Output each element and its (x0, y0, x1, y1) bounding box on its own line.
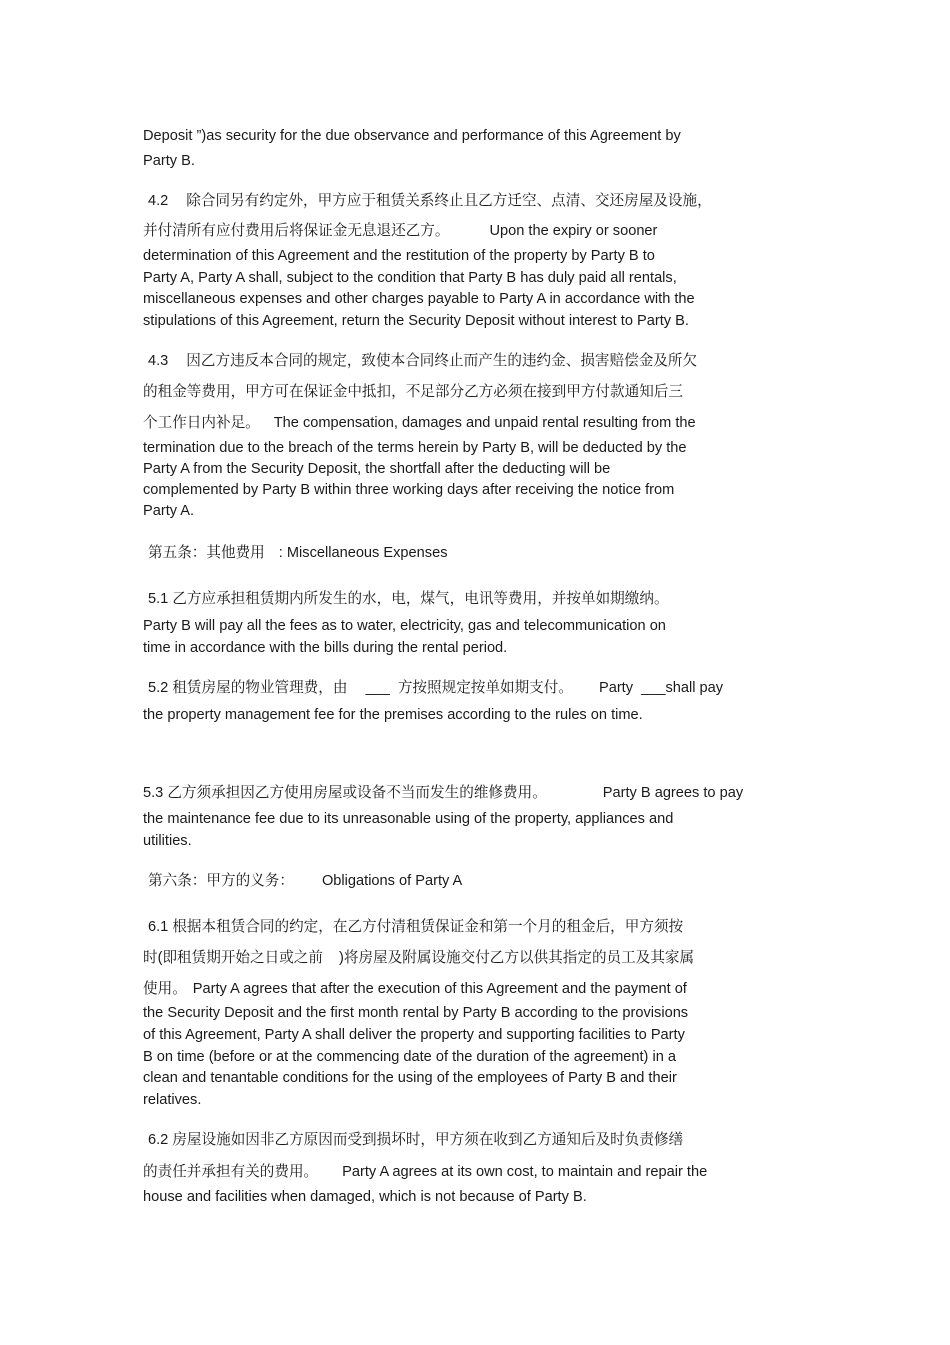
text-line: the property management fee for the premises according to the rules on time. (143, 707, 643, 723)
clause-text-en: Party A agrees at its own cost, to maintain and repair the (342, 1164, 708, 1180)
text-line: the Security Deposit and the first month rental by Party B according to the provisions (143, 1005, 689, 1021)
clause-text-zh: 6.2 房屋设施如因非乙方原因而受到损坏时，甲方须在收到乙方通知后及时负责修缮 (148, 1132, 684, 1148)
clause-text-en-block (143, 246, 803, 332)
clause-line (143, 947, 803, 978)
clause-text-en-block (143, 808, 803, 852)
clause-text-en-block (143, 615, 793, 659)
text-line: Party A from the Security Deposit, the shortfall after the deducting will be (143, 461, 611, 477)
clause-6-1 (143, 916, 803, 1112)
clause-number: 4.3 (148, 353, 169, 369)
blank-field: ___s (641, 680, 673, 696)
clause-text-en-block (143, 438, 803, 522)
clause-text-zh: 时(即租赁期开始之日或之前 (143, 950, 323, 966)
paragraph-deposit (143, 124, 793, 174)
clause-text-zh: 使用。 (143, 981, 187, 997)
clause-text-en: The compensation, damages and unpaid rental resulting from the (273, 415, 696, 431)
text-line: stipulations of this Agreement, return the Security Deposit without interest to Party B. (143, 312, 689, 329)
clause-text-zh: 的责任并承担有关的费用。 (143, 1164, 319, 1180)
clause-line (143, 978, 803, 1003)
text-line: of this Agreement, Party A shall deliver the property and supporting facilities to Party (143, 1026, 685, 1043)
clause-text-zh: 因乙方违反本合同的规定，致使本合同终止而产生的违约金、损害赔偿金及所欠 (186, 353, 698, 369)
text-line: B on time (before or at the commencing date of the duration of the agreement) in a (143, 1048, 676, 1065)
heading-zh: 第五条：其他费用 (148, 545, 265, 561)
text-line: house and facilities when damaged, which is not because of Party B. (143, 1189, 587, 1205)
clause-text-zh: 方按照规定按单如期支付。 (397, 680, 573, 696)
clause-5-2 (143, 678, 803, 726)
text-line: determination of this Agreement and the restitution of the property by Party B to (143, 248, 655, 264)
text-line: the maintenance fee due to its unreasonable using of the property, appliances and (143, 811, 674, 827)
text-line: miscellaneous expenses and other charges payable to Party A in accordance with the (143, 291, 695, 307)
clause-line (143, 782, 803, 808)
heading-en: : Miscellaneous Expenses (278, 545, 448, 561)
clause-text-zh: 5.1 乙方应承担租赁期内所发生的水，电，煤气，电讯等费用，并按单如期缴纳。 (148, 591, 669, 607)
text-line: complemented by Party B within three working days after receiving the notice from (143, 482, 675, 498)
clause-text-zh: 5.2 租赁房屋的物业管理费，由 (148, 680, 348, 696)
clause-text-zh: )将房屋及附属设施交付乙方以供其指定的员工及其家属 (339, 950, 695, 966)
clause-text-en: Party A agrees that after the execution of this Agreement and the payment of (192, 981, 687, 997)
heading-line (148, 543, 798, 563)
clause-number: 4.2 (148, 193, 169, 209)
clause-text-en: Party B agrees to pay (602, 785, 744, 801)
blank-field: ___ (365, 680, 390, 696)
clause-text-en: Party (598, 680, 638, 696)
article-5-heading (148, 543, 798, 563)
text-line: Party B will pay all the fees as to water, electricity, gas and telecommunication on (143, 618, 666, 634)
clause-text-zh: 除合同另有约定外，甲方应于租赁关系终止且乙方迁空、点清、交还房屋及设施， (186, 193, 712, 209)
clause-6-2 (143, 1129, 803, 1208)
clause-text-en: Upon the expiry or sooner (489, 223, 658, 239)
clause-line (143, 220, 803, 246)
clause-text-zh: 6.1 根据本租赁合同的约定，在乙方付清租赁保证金和第一个月的租金后，甲方须按 (148, 919, 684, 935)
clause-text-zh: 5.3 乙方须承担因乙方使用房屋或设备不当而发生的维修费用。 (143, 785, 547, 801)
clause-5-3 (143, 782, 803, 852)
text-line: Party A, Party A shall, subject to the condition that Party B has duly paid all rentals, (143, 269, 677, 286)
clause-text-zh: 个工作日内补足。 (143, 415, 260, 431)
text-line: Party A. (143, 503, 195, 519)
clause-5-1 (143, 589, 793, 659)
text-line: time in accordance with the bills during the rental period. (143, 640, 508, 656)
clause-line (143, 1161, 803, 1186)
clause-4-3 (143, 350, 803, 522)
text-line: utilities. (143, 833, 192, 849)
text-line: relatives. (143, 1092, 202, 1109)
text-line: termination due to the breach of the terms herein by Party B, will be deducted by the (143, 440, 687, 456)
clause-text-en: hall pay (672, 680, 724, 696)
clause-line (143, 412, 803, 438)
article-6-heading (148, 871, 798, 891)
clause-line (148, 190, 808, 220)
heading-zh: 第六条：甲方的义务： (148, 873, 294, 889)
text-line: Party B. (143, 153, 195, 169)
text-line: Deposit ”)as security for the due observance and performance of this Agreement by (143, 128, 681, 144)
clause-text-en-block (143, 1003, 803, 1112)
clause-text-zh: 并付清所有应付费用后将保证金无息退还乙方。 (143, 223, 450, 239)
text-line: clean and tenantable conditions for the using of the employees of Party B and their (143, 1070, 677, 1087)
clause-line: 的租金等费用，甲方可在保证金中抵扣，不足部分乙方必须在接到甲方付款通知后三 (143, 384, 683, 400)
clause-line (148, 678, 808, 704)
clause-4-2 (143, 190, 803, 332)
heading-en: Obligations of Party A (321, 873, 463, 889)
heading-line (148, 871, 798, 891)
clause-line (148, 350, 808, 381)
